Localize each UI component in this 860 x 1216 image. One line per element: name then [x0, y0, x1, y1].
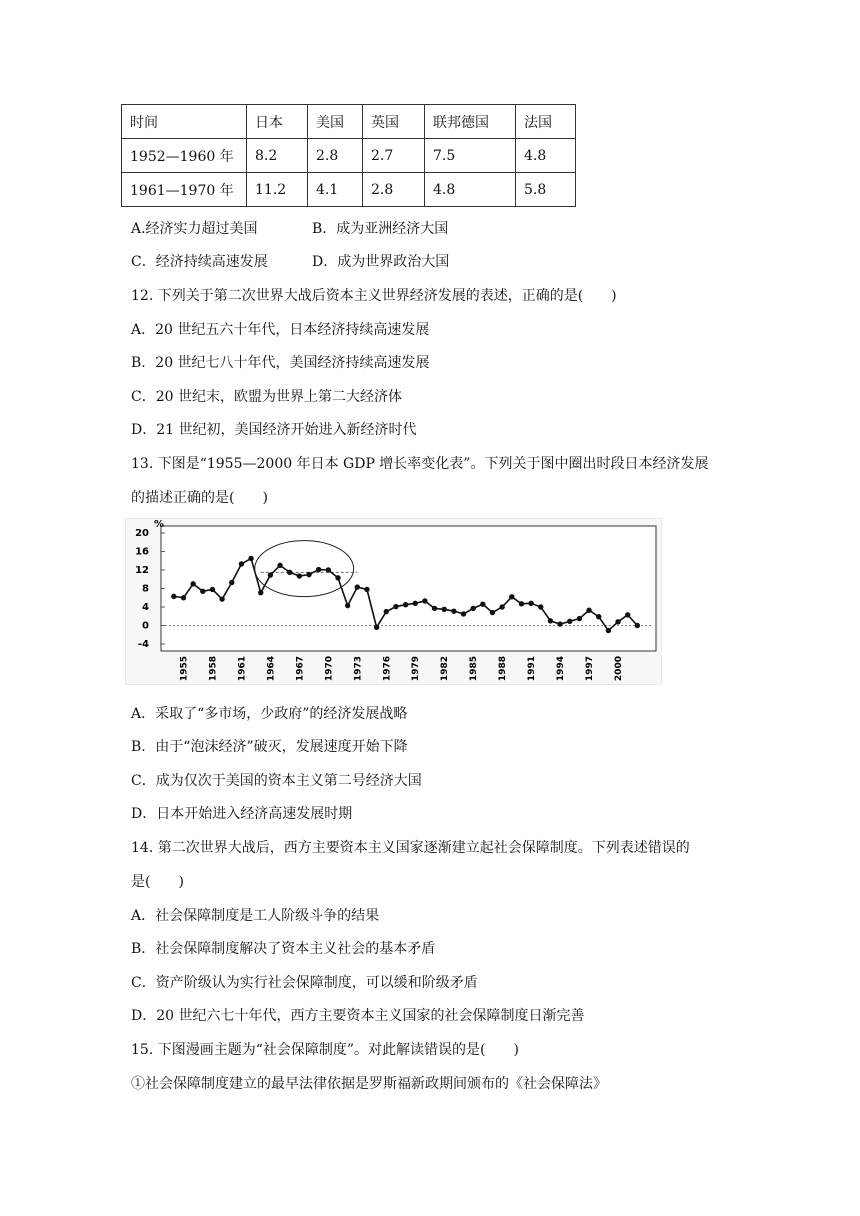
table-cell: 1952—1960 年 [122, 139, 247, 173]
table-cell: 7.5 [425, 139, 516, 173]
data-point [355, 584, 360, 589]
x-tick-label: 1982 [440, 656, 451, 682]
x-tick-label: 1997 [585, 656, 596, 682]
x-tick-label: 1985 [469, 656, 480, 682]
data-point [451, 608, 456, 613]
q15-item-1: ①社会保障制度建立的最早法律依据是罗斯福新政期间颁布的《社会保障法》 [131, 1076, 607, 1092]
q12-stem: 12. 下列关于第二次世界大战后资本主义世界经济发展的表述，正确的是( ) [131, 288, 617, 304]
q15-stem: 15. 下图漫画主题为“社会保障制度”。对此解读错误的是( ) [131, 1042, 519, 1058]
q11-option-a: A.经济实力超过美国 [131, 221, 258, 237]
q11-option-c: C．经济持续高速发展 [131, 254, 268, 270]
data-point [326, 567, 331, 572]
data-point [277, 563, 282, 568]
x-tick-label: 1988 [498, 656, 509, 682]
data-point [586, 608, 591, 613]
q13-option-b: B．由于“泡沫经济”破灭，发展速度开始下降 [131, 739, 408, 755]
q12-option-a: A．20 世纪五六十年代，日本经济持续高速发展 [131, 322, 430, 338]
q14-option-b: B．社会保障制度解决了资本主义社会的基本矛盾 [131, 941, 436, 957]
data-point [596, 614, 601, 619]
table-cell: 4.8 [516, 139, 576, 173]
data-point [461, 611, 466, 616]
data-point [577, 616, 582, 621]
table-header-cell: 联邦德国 [425, 105, 516, 139]
data-point [615, 619, 620, 624]
data-point [268, 572, 273, 577]
data-point [470, 606, 475, 611]
x-tick-label: 1958 [208, 656, 219, 682]
data-point [374, 625, 379, 630]
x-tick-label: 1955 [179, 656, 190, 682]
data-point [403, 602, 408, 607]
data-point [181, 595, 186, 600]
y-tick-label: -4 [137, 639, 149, 650]
x-tick-label: 1979 [411, 656, 422, 682]
gdp-growth-chart [125, 518, 662, 685]
data-point [190, 581, 195, 586]
y-tick-label: 16 [135, 546, 149, 558]
data-point [509, 594, 514, 599]
q13-option-c: C．成为仅次于美国的资本主义第二号经济大国 [131, 773, 422, 789]
data-point [499, 604, 504, 609]
data-point [258, 590, 263, 595]
table-header-cell: 英国 [363, 105, 425, 139]
data-point [200, 589, 205, 594]
q13-option-a: A．采取了“多市场，少政府”的经济发展战略 [131, 706, 408, 722]
q12-option-d: D．21 世纪初，美国经济开始进入新经济时代 [131, 422, 417, 438]
data-point [345, 603, 350, 608]
table-cell: 4.8 [425, 173, 516, 207]
x-tick-label: 1970 [324, 656, 335, 682]
q13-stem-line2: 的描述正确的是( ) [131, 490, 268, 506]
data-point [413, 601, 418, 606]
q13-stem-line1: 13. 下图是“1955—2000 年日本 GDP 增长率变化表”。下列关于图中圈出时段日本经济发展 [131, 456, 709, 472]
x-tick-label: 1991 [527, 656, 538, 682]
data-point [480, 602, 485, 607]
data-point [625, 612, 630, 617]
data-point [422, 598, 427, 603]
q11-option-d: D．成为世界政治大国 [312, 254, 450, 270]
data-point [316, 567, 321, 572]
x-tick-label: 2000 [614, 656, 625, 682]
table-cell: 5.8 [516, 173, 576, 207]
data-point [432, 606, 437, 611]
y-tick-label: 8 [142, 583, 149, 595]
table-row [122, 139, 576, 173]
data-point [364, 587, 369, 592]
data-point [635, 623, 640, 628]
data-point [538, 604, 543, 609]
q14-stem-line1: 14. 第二次世界大战后，西方主要资本主义国家逐渐建立起社会保障制度。下列表述错误的 [131, 840, 690, 856]
table-cell: 1961—1970 年 [122, 173, 247, 207]
y-tick-label: 0 [142, 620, 149, 632]
table-header-cell: 法国 [516, 105, 576, 139]
table-header-cell: 时间 [122, 105, 247, 139]
data-point [442, 607, 447, 612]
y-tick-label: 4 [142, 602, 149, 613]
table-header-row [122, 105, 576, 139]
data-point [490, 610, 495, 615]
x-tick-label: 1973 [353, 656, 364, 682]
q14-stem-line2: 是( ) [131, 874, 184, 890]
q14-option-d: D．20 世纪六七十年代，西方主要资本主义国家的社会保障制度日渐完善 [131, 1008, 585, 1024]
y-axis-unit: % [154, 519, 165, 530]
data-point [393, 604, 398, 609]
data-point [606, 628, 611, 633]
q12-option-b: B．20 世纪七八十年代，美国经济持续高速发展 [131, 355, 430, 371]
plot-area [161, 526, 656, 651]
table-row [122, 173, 576, 207]
data-point [297, 573, 302, 578]
data-point [210, 587, 215, 592]
data-point [519, 601, 524, 606]
table-cell: 11.2 [247, 173, 308, 207]
q13-option-d: D．日本开始进入经济高速发展时期 [131, 806, 353, 822]
data-point [335, 575, 340, 580]
data-point [384, 609, 389, 614]
data-point [171, 594, 176, 599]
x-tick-label: 1994 [556, 656, 567, 682]
table-cell: 2.8 [363, 173, 425, 207]
x-tick-label: 1967 [295, 656, 306, 682]
data-point [548, 618, 553, 623]
data-point [567, 619, 572, 624]
data-point [287, 570, 292, 575]
x-tick-label: 1961 [237, 656, 248, 682]
q14-option-c: C．资产阶级认为实行社会保障制度，可以缓和阶级矛盾 [131, 975, 478, 991]
data-point [229, 580, 234, 585]
data-point [248, 556, 253, 561]
x-tick-label: 1976 [382, 656, 393, 682]
table-header-cell: 美国 [308, 105, 363, 139]
q14-option-a: A．社会保障制度是工人阶级斗争的结果 [131, 908, 380, 924]
growth-rate-table [121, 104, 576, 207]
data-point [528, 601, 533, 606]
table-cell: 8.2 [247, 139, 308, 173]
y-tick-label: 12 [135, 565, 149, 576]
y-tick-label: 20 [135, 528, 149, 539]
data-point [557, 621, 562, 626]
table-cell: 2.8 [308, 139, 363, 173]
data-point [306, 572, 311, 577]
table-cell: 4.1 [308, 173, 363, 207]
data-point [239, 561, 244, 566]
data-point [219, 596, 224, 601]
table-header-cell: 日本 [247, 105, 308, 139]
q11-option-b: B．成为亚洲经济大国 [312, 221, 449, 237]
q12-option-c: C．20 世纪末，欧盟为世界上第二大经济体 [131, 389, 402, 405]
x-tick-label: 1964 [266, 656, 277, 682]
table-cell: 2.7 [363, 139, 425, 173]
